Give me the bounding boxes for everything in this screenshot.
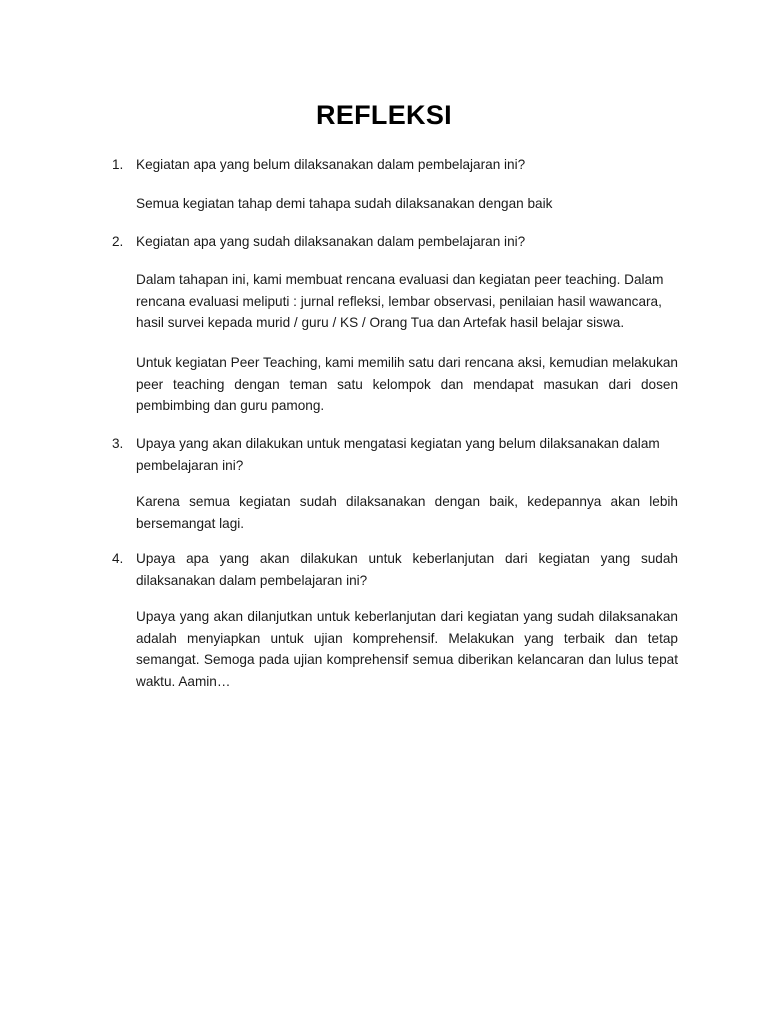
item-answer: Upaya yang akan dilanjutkan untuk keberlanjutan dari kegiatan yang sudah dilaksanakan adalah menyiapkan untuk ujian komprehensif. Melakukan yang terbaik dan tetap semangat. Semoga pada ujian komprehensif semua diberikan kelancaran dan lulus tepat waktu. Aamin… [136, 609, 678, 689]
item-question: Kegiatan apa yang belum dilaksanakan dalam pembelajaran ini? [136, 157, 526, 172]
item-number: 3. [112, 436, 124, 451]
item-question: Upaya yang akan dilakukan untuk mengatasi kegiatan yang belum dilaksanakan dalam pembelajaran ini? [136, 436, 660, 473]
item-answer: Semua kegiatan tahap demi tahapa sudah dilaksanakan dengan baik [136, 196, 553, 211]
item-number: 1. [112, 157, 124, 172]
item-number: 2. [112, 234, 124, 249]
item-question: Kegiatan apa yang sudah dilaksanakan dalam pembelajaran ini? [136, 234, 526, 249]
item-answer: Untuk kegiatan Peer Teaching, kami memilih satu dari rencana aksi, kemudian melakukan peer teaching dengan teman satu kelompok dan mendapat masukan dari dosen pembimbing dan guru pamong. [136, 355, 678, 413]
item-answer: Karena semua kegiatan sudah dilaksanakan dengan baik, kedepannya akan lebih bersemangat lagi. [136, 494, 678, 531]
item-number: 4. [112, 551, 124, 566]
page-title: REFLEKSI [316, 100, 452, 130]
item-question: Upaya apa yang akan dilakukan untuk keberlanjutan dari kegiatan yang sudah dilaksanakan dalam pembelajaran ini? [136, 551, 678, 588]
item-answer: Dalam tahapan ini, kami membuat rencana evaluasi dan kegiatan peer teaching. Dalam rencana evaluasi meliputi : jurnal refleksi, lembar observasi, penilaian hasil wawancara, hasil survei kepada murid / guru / KS / Orang Tua dan Artefak hasil belajar siswa. [136, 272, 664, 330]
